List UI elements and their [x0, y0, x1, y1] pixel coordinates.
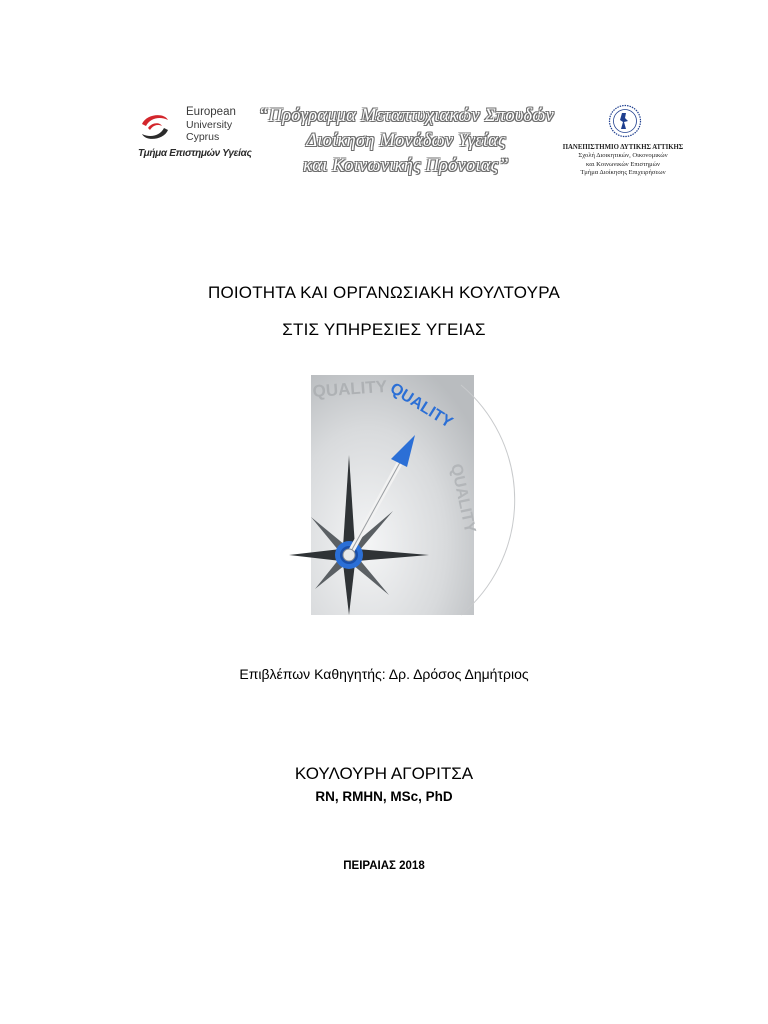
- uniwa-school: Σχολή Διοικητικών, Οικονομικών: [578, 152, 668, 160]
- euc-name-line: Cyprus: [186, 131, 220, 143]
- program-title: [250, 104, 562, 179]
- author-credentials: RN, RMHN, MSc, PhD: [315, 789, 453, 804]
- uniwa-name: ΠΑΝΕΠΙΣΤΗΜΙΟ ΔΥΤΙΚΗΣ ΑΤΤΙΚΗΣ: [562, 144, 684, 151]
- program-title-line: Διοίκηση Μονάδων Υγείας: [306, 131, 506, 151]
- dial-word: QUALITY: [311, 376, 388, 401]
- uniwa-seal-icon: [608, 104, 642, 138]
- euc-name-line: University: [186, 118, 233, 131]
- uniwa-school: και Κοινωνικών Επιστημών: [586, 160, 660, 168]
- cover-image: [311, 375, 479, 615]
- dial-word: QUALITY: [447, 462, 479, 535]
- document-title-line-2: ΣΤΙΣ ΥΠΗΡΕΣΙΕΣ ΥΓΕΙΑΣ: [282, 320, 486, 339]
- euc-swirl-icon: [138, 110, 172, 144]
- dial-word: QUALITY: [386, 379, 456, 432]
- program-title-line: και Κοινωνικής Πρόνοιας”: [303, 156, 509, 176]
- program-title-line: “Πρόγραμμα Μεταπτυχιακών Σπουδών: [258, 106, 554, 126]
- euc-name-line: European: [186, 106, 236, 118]
- compass-icon: [311, 375, 479, 615]
- uniwa-department: Τμήμα Διοίκησης Επιχειρήσεων: [580, 169, 666, 177]
- document-title-line-1: ΠΟΙΟΤΗΤΑ ΚΑΙ ΟΡΓΑΝΩΣΙΑΚΗ ΚΟΥΛΤΟΥΡΑ: [207, 283, 561, 302]
- university-west-attica-logo: [560, 102, 686, 184]
- supervisor: Επιβλέπων Καθηγητής: Δρ. Δρόσος Δημήτριος: [239, 666, 529, 682]
- author-name: ΚΟΥΛΟΥΡΗ ΑΓΟΡΙΤΣΑ: [294, 764, 474, 783]
- place-year: ΠΕΙΡΑΙΑΣ 2018: [343, 860, 425, 872]
- european-university-cyprus-logo: [138, 106, 252, 164]
- euc-department: Τμήμα Επιστημών Υγείας: [138, 148, 252, 159]
